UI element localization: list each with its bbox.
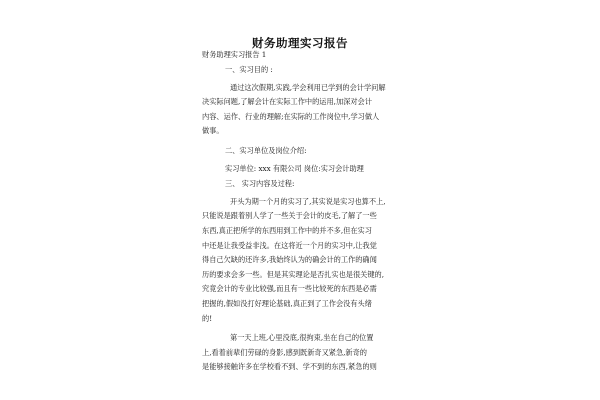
paragraph-line: 只能说是跟着别人学了一些关于会计的皮毛,了解了一些 [202, 211, 377, 221]
paragraph-line: 中还是让我受益非浅。在这将近一个月的实习中,让我觉 [202, 240, 377, 250]
paragraph-line: 得自己欠缺的还许多,我始终认为的确会计的工作的确闻 [202, 255, 377, 265]
paragraph-line: 究竟会计的专业比较强,而且有一些比较死的东西是必需 [202, 284, 377, 294]
section-heading: 一、实习目的 : [225, 64, 273, 74]
paragraph-line: 把握的,假如没打好理论基础,真正到了工作会没有头绪 [202, 299, 372, 308]
document-title: 财务助理实习报告 [252, 36, 348, 50]
paragraph-line: 东西,真正把所学的东西用到工作中的并不多,但在实习 [202, 226, 372, 236]
paragraph-line: 历的要求会多一些。但是其实理论是否扎实也是很关键的, [202, 269, 384, 279]
paragraph-line: 上,看着前辈们劳碌的身影,感到既新奇又紧急,新奇的 [202, 347, 367, 357]
document-body [202, 48, 398, 375]
section-heading: 二、实习单位及岗位介绍: [225, 146, 307, 156]
paragraph-line: 做事。 [202, 126, 224, 136]
paragraph-line: 通过这次假期,实践,学会利用已学到的会计学问解 [230, 82, 386, 92]
paragraph-line: 内容、运作、行业的理解;在实际的工作岗位中,学习做人 [202, 111, 380, 121]
paragraph-line: 开头为期一个月的实习了,其实说是实习也算不上, [230, 196, 386, 206]
paragraph-line: 决实际问题,了解会计在实际工作中的运用,加深对会计 [202, 97, 372, 107]
section-heading: 三、 实习内容及过程: [225, 178, 295, 188]
document-subtitle: 财务助理实习报告 1 [202, 50, 267, 59]
paragraph-line: 实习单位: xxx 有限公司 岗位:实习会计助理 [225, 164, 364, 174]
paragraph-line: 是能够接触许多在学校看不到、学不到的东西,紧急的则 [202, 362, 377, 372]
paragraph-line: 的! [202, 313, 213, 323]
paragraph-line: 第一天上班,心里没底,很拘束,坐在自己的位置 [230, 333, 374, 343]
